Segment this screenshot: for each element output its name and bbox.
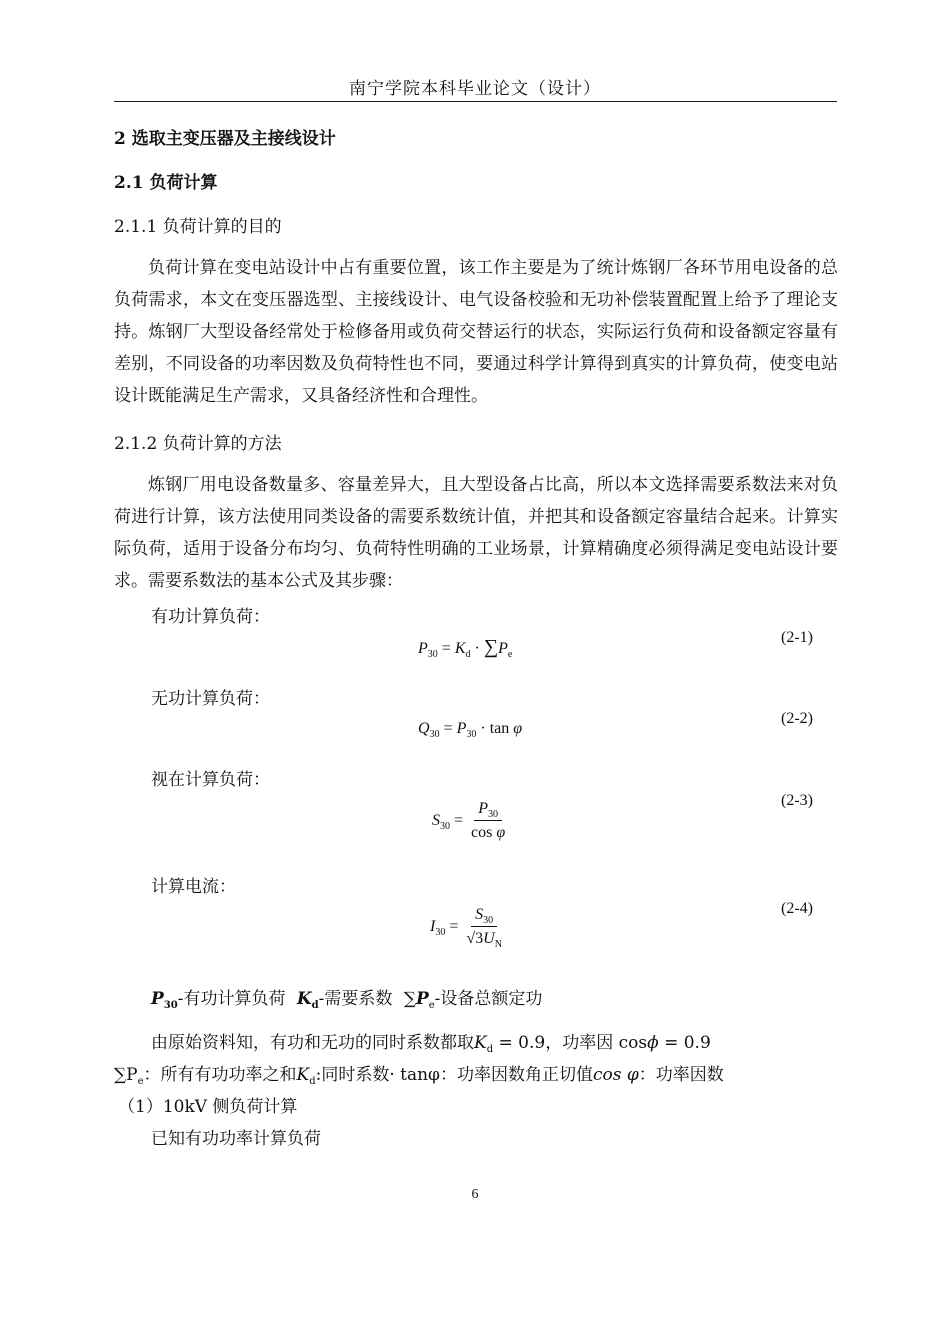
paragraph-method xyxy=(114,469,838,597)
definitions-a: ：所有有功功率之和 xyxy=(143,1065,297,1085)
legend-p30: -有功计算负荷 xyxy=(177,989,286,1009)
eq2-number: (2-2) xyxy=(781,710,813,727)
eq1-number: (2-1) xyxy=(781,629,813,646)
equation-2-4: $I_{30}$ = $\frac{S_{30}}{√3U_N}$ xyxy=(430,906,502,950)
sub2-title: 2.1.2 负荷计算的方法 xyxy=(114,434,282,454)
paragraph-purpose xyxy=(114,252,838,412)
item-active-power: 已知有功功率计算负荷 xyxy=(151,1129,321,1149)
item-10kv: （1）10kV 侧负荷计算 xyxy=(118,1097,298,1117)
symbol-legend: $P_{30}-$有功计算负荷 $K_d-$需要系数 $\sum P_e-$设备总额定功 xyxy=(151,989,543,1011)
header-rule xyxy=(114,101,837,102)
sub1-title: 2.1.1 负荷计算的目的 xyxy=(114,217,282,237)
eq3-label: 视在计算负荷： xyxy=(151,770,270,790)
paragraph-purpose-text: 负荷计算在变电站设计中占有重要位置，该工作主要是为了统计炼钢厂各环节用电设备的总负荷需求，本文在变压器选型、主接线设计、电气设备校验和无功补偿装置配置上给予了理论支持。炼钢厂大型设备经常处于检修备用或负荷交替运行的状态，实际运行负荷和设备额定容量有差别，不同设备的功率因数及负荷特性也不同，要通过科学计算得到真实的计算负荷，使变电站设计既能满足生产需求，又具备经济性和合理性。 xyxy=(114,258,838,406)
coefficient-text: 由原始资料知，有功和无功的同时系数都取 xyxy=(151,1033,474,1053)
coefficient-line: 由原始资料知，有功和无功的同时系数都取$K_d = 0.9$，功率因 cosϕ = 0.9 xyxy=(151,1033,711,1055)
legend-kd: -需要系数 xyxy=(318,989,393,1009)
definitions-line: $\sum P_e$：所有有功功率之和$K_d$:同时系数· tanφ：功率因数角正切值cos φ：功率因数 xyxy=(114,1065,724,1087)
definitions-b: :同时系数· tanφ：功率因数角正切值 xyxy=(315,1065,593,1085)
cos-value: = 0.9 xyxy=(658,1033,711,1053)
eq3-number: (2-3) xyxy=(781,792,813,809)
kd-value: = 0.9 xyxy=(493,1033,546,1053)
legend-pe: -设备总额定功 xyxy=(434,989,543,1009)
eq1-label: 有功计算负荷： xyxy=(151,607,270,627)
equation-2-2: $Q_{30} = P_{30} \cdot \tan \varphi$ xyxy=(418,720,523,740)
paragraph-method-text: 炼钢厂用电设备数量多、容量差异大，且大型设备占比高，所以本文选择需要系数法来对负荷进行计算，该方法使用同类设备的需要系数统计值，并把其和设备额定容量结合起来。计算实际负荷，适用于设备分布均匀、负荷特性明确的工业场景，计算精确度必须得满足变电站设计要求。需要系数法的基本公式及其步骤： xyxy=(114,475,838,591)
subsection-title: 2.1 负荷计算 xyxy=(114,173,218,193)
eq2-label: 无功计算负荷： xyxy=(151,689,270,709)
definitions-c: ：功率因数 xyxy=(638,1065,724,1085)
page-number: 6 xyxy=(471,1187,479,1202)
equation-2-1: $P_{30} = K_d \cdot \sum P_e$ xyxy=(418,636,513,660)
section-title: 2 选取主变压器及主接线设计 xyxy=(114,129,336,149)
eq4-number: (2-4) xyxy=(781,900,813,917)
eq4-label: 计算电流： xyxy=(151,877,236,897)
equation-2-3: $S_{30}$ = $\frac{P_{30}}{\text{cos φ}}$ xyxy=(432,800,506,841)
page-header: 南宁学院本科毕业论文（设计） xyxy=(349,79,601,99)
coefficient-mid: ，功率因 cos xyxy=(545,1033,648,1053)
